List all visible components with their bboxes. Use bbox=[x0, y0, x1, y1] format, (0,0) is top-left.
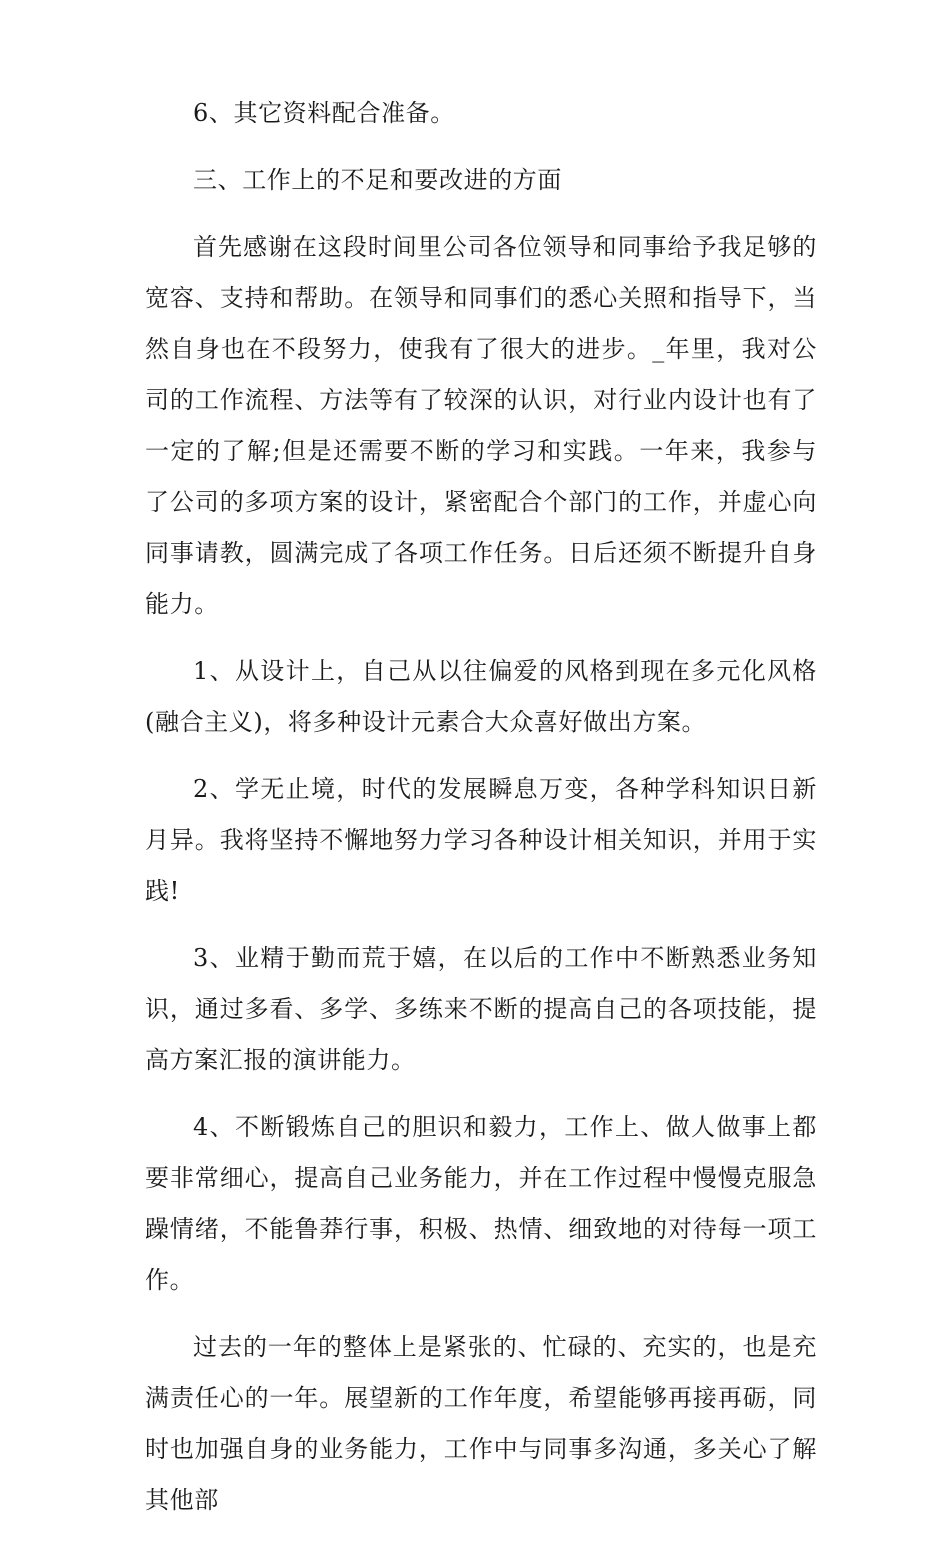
section-heading-shortcomings: 三、工作上的不足和要改进的方面 bbox=[193, 166, 562, 194]
paragraph-point-4: 4、不断锻炼自己的胆识和毅力，工作上、做人做事上都要非常细心，提高自己业务能力，并在工作过程中慢慢克服急躁情绪，不能鲁莽行事，积极、热情、细致地的对待每一项工作。 bbox=[145, 1113, 817, 1294]
paragraph-point-3: 3、业精于勤而荒于嬉，在以后的工作中不断熟悉业务知识，通过多看、多学、多练来不断的提高自己的各项技能，提高方案汇报的演讲能力。 bbox=[145, 944, 817, 1074]
paragraph-thanks: 首先感谢在这段时间里公司各位领导和同事给予我足够的宽容、支持和帮助。在领导和同事们的悉心关照和指导下，当然自身也在不段努力，使我有了很大的进步。_年里，我对公司的工作流程、方法等有了较深的认识，对行业内设计也有了一定的了解;但是还需要不断的学习和实践。一年来，我参与了公司的多项方案的设计，紧密配合个部门的工作，并虚心向同事请教，圆满完成了各项工作任务。日后还须不断提升自身能力。 bbox=[145, 233, 817, 618]
paragraph-item-6: 6、其它资料配合准备。 bbox=[193, 99, 455, 127]
document-body bbox=[145, 88, 817, 1542]
paragraph-point-2: 2、学无止境，时代的发展瞬息万变，各种学科知识日新月异。我将坚持不懈地努力学习各种设计相关知识，并用于实践! bbox=[145, 775, 817, 905]
paragraph-point-1: 1、从设计上，自己从以往偏爱的风格到现在多元化风格(融合主义)，将多种设计元素合大众喜好做出方案。 bbox=[145, 657, 817, 736]
paragraph-summary: 过去的一年的整体上是紧张的、忙碌的、充实的，也是充满责任心的一年。展望新的工作年度，希望能够再接再砺，同时也加强自身的业务能力，工作中与同事多沟通，多关心了解其他部 bbox=[145, 1333, 817, 1514]
